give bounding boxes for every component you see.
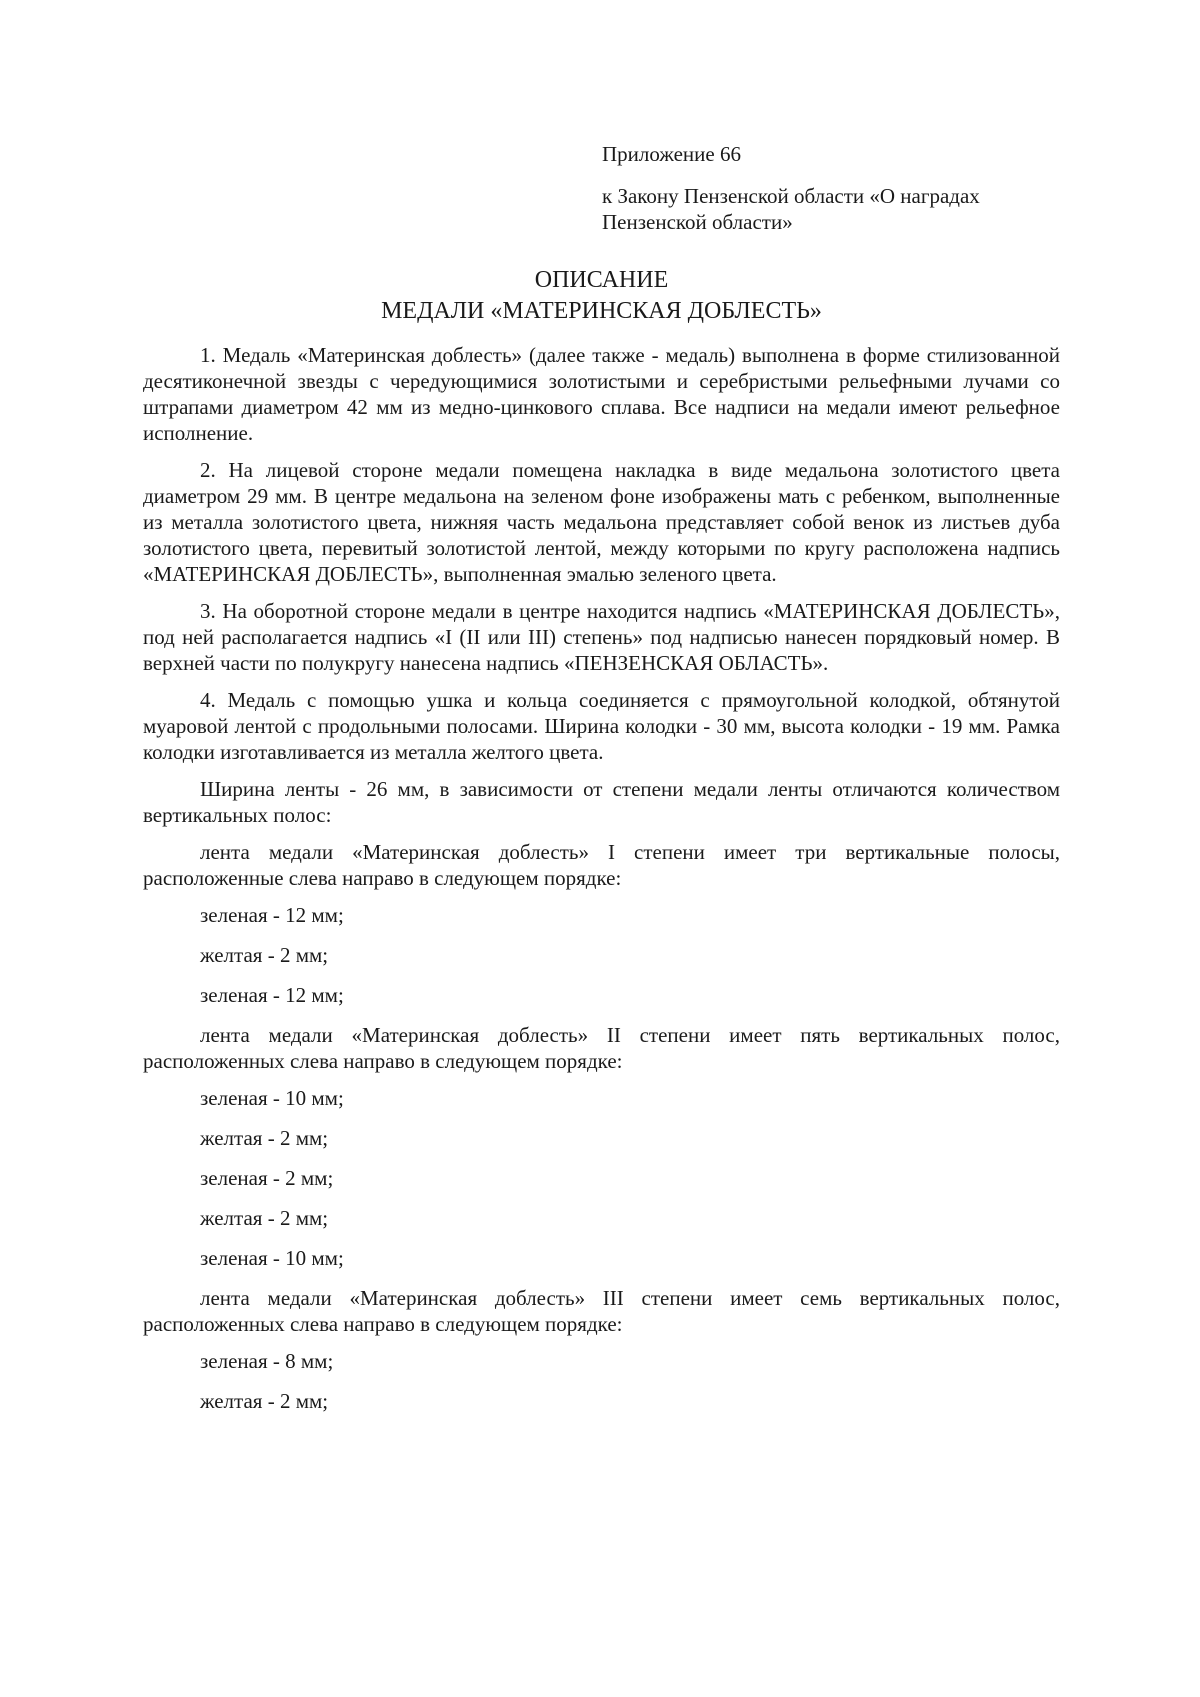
degree-2-intro: лента медали «Материнская доблесть» II степени имеет пять вертикальных полос, расположенных слева направо в следующем порядке: xyxy=(143,1023,1060,1073)
degree-3-stripe: зеленая - 8 мм; xyxy=(200,1349,334,1373)
degree-2-stripe: зеленая - 10 мм; xyxy=(200,1246,344,1270)
document-title xyxy=(143,265,1060,327)
appendix-law-reference: к Закону Пензенской области «О наградах Пензенской области» xyxy=(602,184,980,234)
degree-1-stripe: зеленая - 12 мм; xyxy=(200,983,344,1007)
degree-1-intro: лента медали «Материнская доблесть» I степени имеет три вертикальные полосы, расположенные слева направо в следующем порядке: xyxy=(143,840,1060,890)
appendix-block xyxy=(602,141,1072,235)
degree-2-stripe: зеленая - 10 мм; xyxy=(200,1086,344,1110)
paragraph-4: 4. Медаль с помощью ушка и кольца соединяется с прямоугольной колодкой, обтянутой муаровой лентой с продольными полосами. Ширина колодки - 30 мм, высота колодки - 19 мм. Рамка колодки изготавливается из металла желтого цвета. xyxy=(143,688,1060,764)
paragraph-2: 2. На лицевой стороне медали помещена накладка в виде медальона золотистого цвета диаметром 29 мм. В центре медальона на зеленом фоне изображены мать с ребенком, выполненные из металла золотистого цвета, нижняя часть медальона представляет собой венок из листьев дуба золотистого цвета, перевитый золотистой лентой, между которыми по кругу расположена надпись «МАТЕРИНСКАЯ ДОБЛЕСТЬ», выполненная эмалью зеленого цвета. xyxy=(143,458,1060,586)
title-line-2: МЕДАЛИ «МАТЕРИНСКАЯ ДОБЛЕСТЬ» xyxy=(381,298,822,324)
document-body xyxy=(143,342,1060,1428)
degree-2-stripe: зеленая - 2 мм; xyxy=(200,1166,334,1190)
degree-3-intro: лента медали «Материнская доблесть» III степени имеет семь вертикальных полос, расположенных слева направо в следующем порядке: xyxy=(143,1286,1060,1336)
paragraph-1: 1. Медаль «Материнская доблесть» (далее также - медаль) выполнена в форме стилизованной десятиконечной звезды с чередующимися золотистыми и серебристыми рельефными лучами со штрапами диаметром 42 мм из медно-цинкового сплава. Все надписи на медали имеют рельефное исполнение. xyxy=(143,343,1060,445)
paragraph-3: 3. На оборотной стороне медали в центре находится надпись «МАТЕРИНСКАЯ ДОБЛЕСТЬ», под ней располагается надпись «I (II или III) степень» под надписью нанесен порядковый номер. В верхней части по полукругу нанесена надпись «ПЕНЗЕНСКАЯ ОБЛАСТЬ». xyxy=(143,599,1060,675)
degree-2-stripe: желтая - 2 мм; xyxy=(200,1126,329,1150)
title-line-1: ОПИСАНИЕ xyxy=(534,267,669,293)
paragraph-ribbon-width: Ширина ленты - 26 мм, в зависимости от степени медали ленты отличаются количеством вертикальных полос: xyxy=(143,777,1060,827)
degree-1-stripe: желтая - 2 мм; xyxy=(200,943,329,967)
degree-1-stripe: зеленая - 12 мм; xyxy=(200,903,344,927)
degree-3-stripe: желтая - 2 мм; xyxy=(200,1389,329,1413)
appendix-number: Приложение 66 xyxy=(602,142,741,166)
degree-2-stripe: желтая - 2 мм; xyxy=(200,1206,329,1230)
